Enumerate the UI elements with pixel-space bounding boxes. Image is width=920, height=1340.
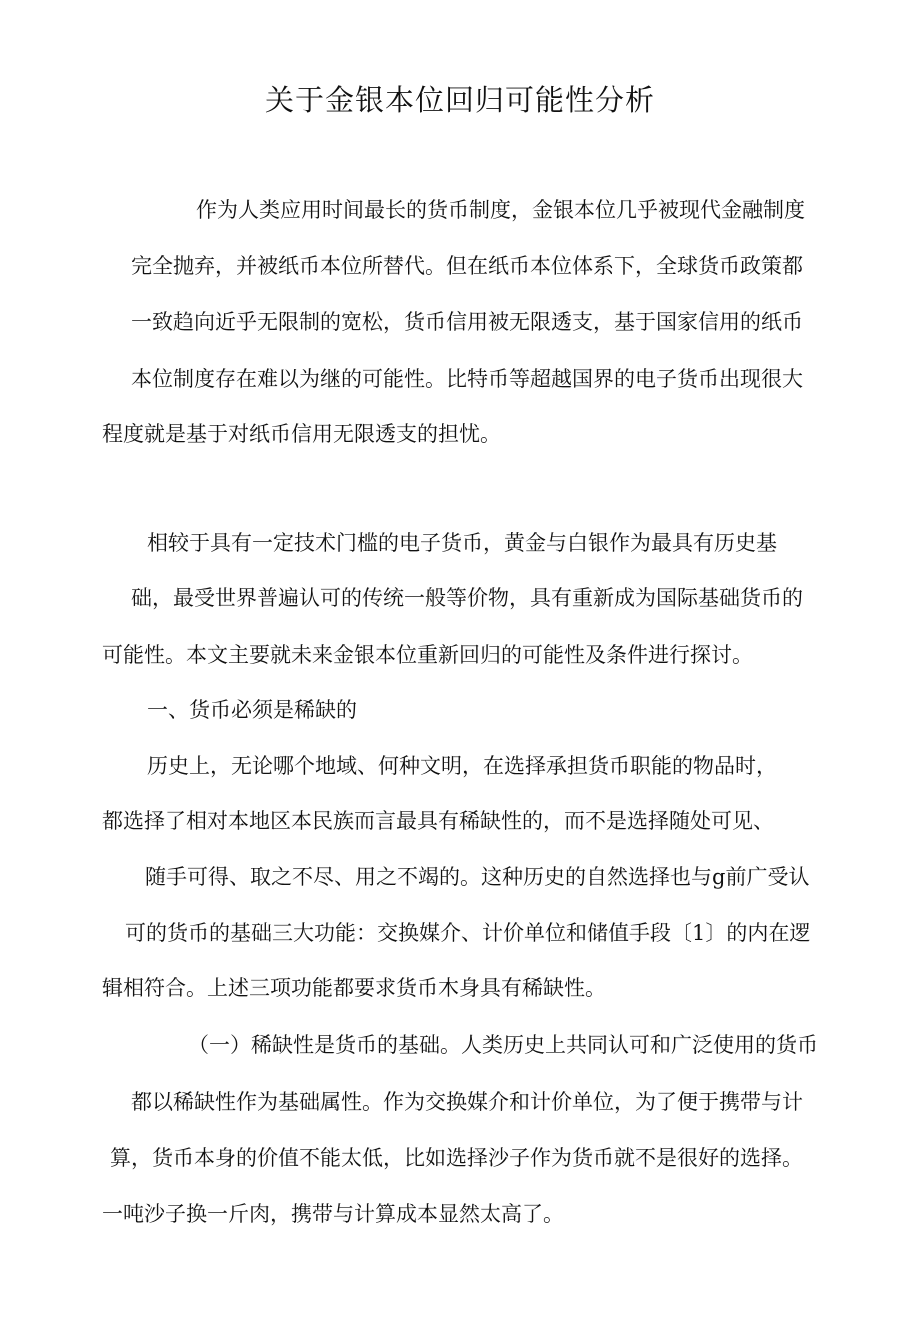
- paragraph-line: 可能性。本文主要就未来金银本位重新回归的可能性及条件进行探讨。: [102, 643, 753, 667]
- paragraph-line: 相较于具有一定技术门槛的电子货币，黄金与白银作为最具有历史基: [147, 531, 777, 555]
- paragraph-line: 随手可得、取之不尽、用之不竭的。这种历史的自然选择也与g前广受认: [145, 865, 810, 889]
- paragraph-line: （一）稀缺性是货币的基础。人类历史上共同认可和广泛使用的货币: [188, 1033, 818, 1057]
- paragraph-line: 历史上，无论哪个地域、何种文明，在选择承担货币职能的物品时，: [147, 754, 777, 778]
- paragraph-line: 都选择了相对本地区本民族而言最具有稀缺性的，而不是选择随处可见、: [102, 809, 774, 833]
- paragraph-line: 程度就是基于对纸币信用无限透支的担忧。: [102, 422, 501, 446]
- paragraph-line: 都以稀缺性作为基础属性。作为交换媒介和计价单位，为了便于携带与计: [131, 1090, 803, 1114]
- paragraph-line: 辑相符合。上述三项功能都要求货币木身具有稀缺性。: [102, 976, 606, 1000]
- paragraph-line: 础，最受世界普遍认可的传统一般等价物，具有重新成为国际基础货币的: [131, 586, 803, 610]
- paragraph-line: 可的货币的基础三大功能：交换媒介、计价单位和储值手段〔1〕的内在逻: [125, 921, 811, 945]
- paragraph-line: 本位制度存在难以为继的可能性。比特币等超越国界的电子货币出现很大: [131, 367, 803, 391]
- section-heading: 一、货币必须是稀缺的: [147, 698, 357, 722]
- document-title: 关于金银本位回归可能性分析: [264, 83, 655, 117]
- paragraph-line: 一致趋向近乎无限制的宽松，货币信用被无限透支，基于国家信用的纸币: [131, 310, 803, 334]
- paragraph-line: 完全抛弃，并被纸币本位所替代。但在纸币本位体系下，全球货币政策都: [131, 254, 803, 278]
- paragraph-line: 算，货币本身的价值不能太低，比如选择沙子作为货币就不是很好的选择。: [110, 1146, 803, 1170]
- paragraph-line: 作为人类应用时间最长的货币制度，金银本位几乎被现代金融制度: [196, 198, 805, 222]
- paragraph-line: 一吨沙子换一斤肉，携带与计算成本显然太高了。: [102, 1202, 564, 1226]
